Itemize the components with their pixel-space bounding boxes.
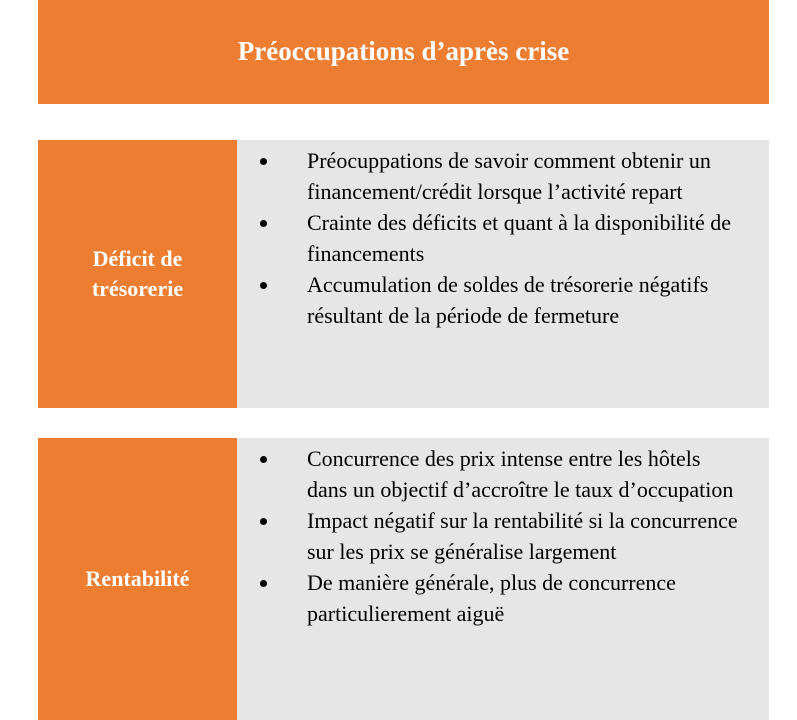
row-content-cell: [237, 140, 769, 408]
list-item: [237, 207, 769, 269]
table-header: [38, 0, 769, 104]
bullet-list: [237, 145, 769, 331]
bullet-icon: [237, 145, 307, 207]
bullet-icon: [237, 269, 307, 331]
bullet-icon: [237, 207, 307, 269]
row-label: Rentabilité: [85, 566, 190, 591]
bullet-text: Impact négatif sur la rentabilité si la concurrence sur les prix se généralise largement: [307, 508, 738, 564]
list-item: [237, 145, 769, 207]
list-item: [237, 505, 769, 567]
table-row-rentabilite: [38, 438, 769, 720]
bullet-text: Concurrence des prix intense entre les hôtels dans un objectif d’accroître le taux d’occupation: [307, 446, 734, 502]
bullet-list: [237, 443, 769, 629]
row-label-cell: [38, 140, 237, 408]
list-item: [237, 567, 769, 629]
page-title: Préoccupations d’après crise: [237, 35, 570, 66]
list-item: [237, 269, 769, 331]
row-label-cell: [38, 438, 237, 720]
bullet-icon: [237, 567, 307, 629]
bullet-text: Accumulation de soldes de trésorerie négatifs résultant de la période de fermeture: [307, 272, 709, 328]
bullet-text: De manière générale, plus de concurrence particulierement aiguë: [307, 570, 676, 626]
table-row-deficit-tresorerie: [38, 140, 769, 408]
bullet-text: Crainte des déficits et quant à la disponibilité de financements: [307, 210, 731, 266]
bullet-text: Préocuppations de savoir comment obtenir un financement/crédit lorsque l’activité repart: [307, 148, 711, 204]
bullet-icon: [237, 443, 307, 505]
row-content-cell: [237, 438, 769, 720]
bullet-icon: [237, 505, 307, 567]
row-label: Déficit de trésorerie: [91, 246, 184, 301]
list-item: [237, 443, 769, 505]
